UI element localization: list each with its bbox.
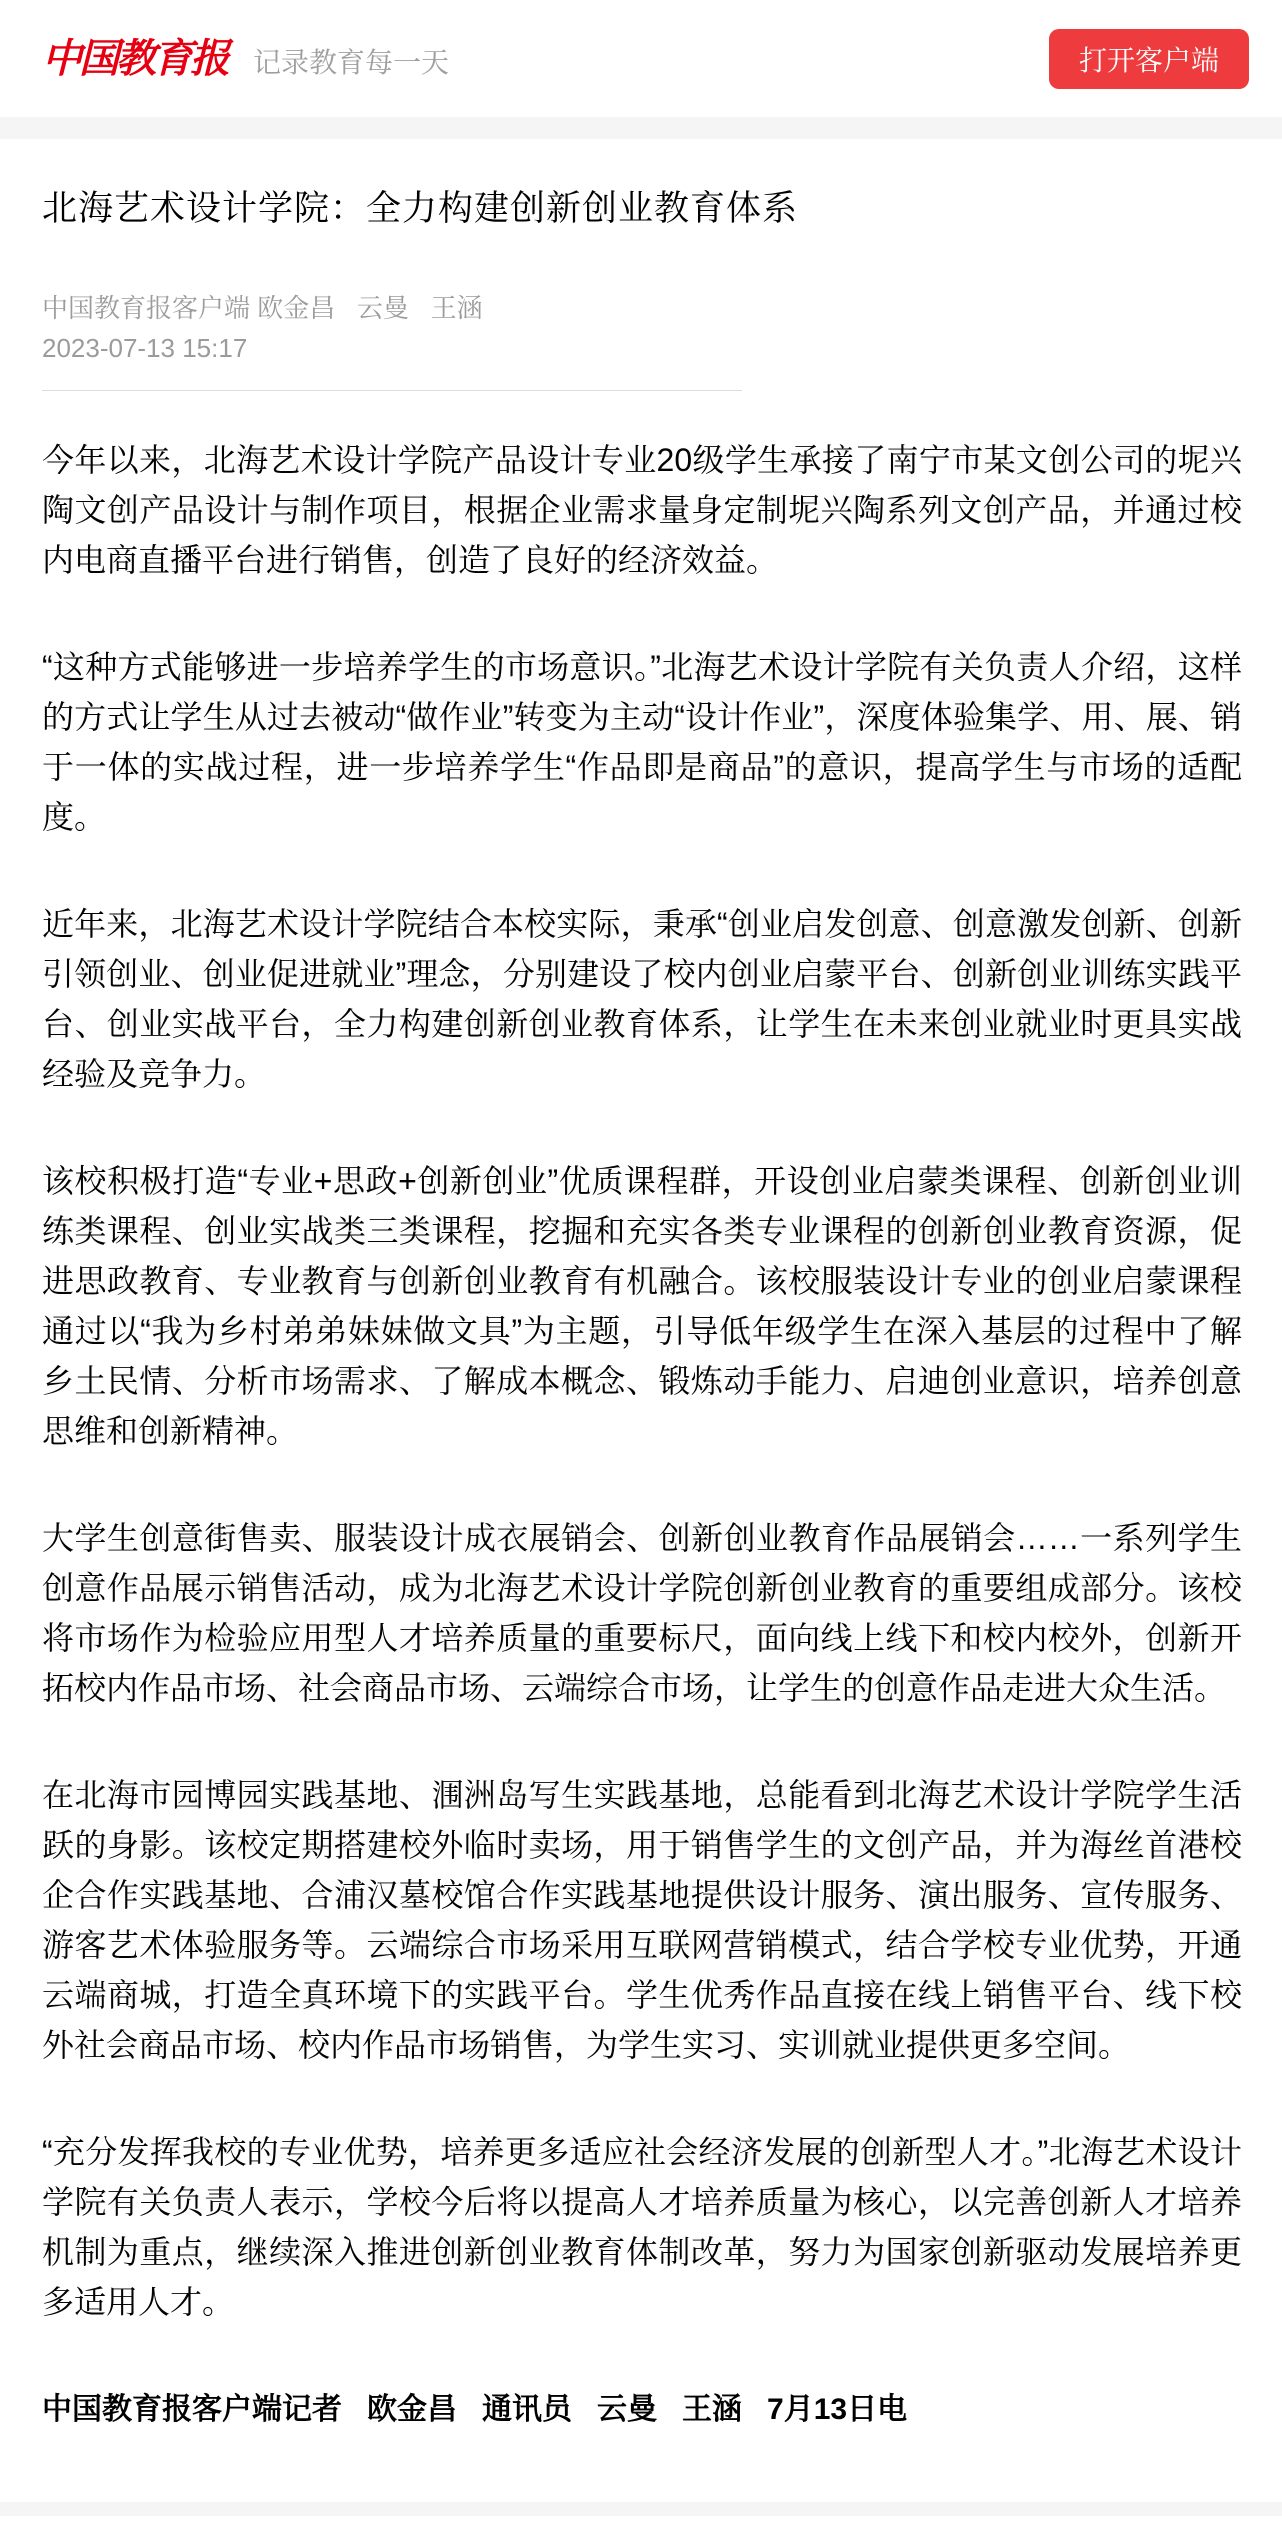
article-paragraph: 今年以来，北海艺术设计学院产品设计专业20级学生承接了南宁市某文创公司的坭兴陶文创产品设计与制作项目，根据企业需求量身定制坭兴陶系列文创产品，并通过校内电商直播平台进行销售，创造了良好的经济效益。: [42, 442, 1242, 579]
open-client-app-button[interactable]: 打开客户端: [1049, 29, 1249, 89]
article-footer-credit: 中国教育报客户端记者 欧金昌 通讯员 云曼 王涵 7月13日电: [42, 2393, 908, 2427]
header-separator-band: [0, 117, 1282, 139]
brand-tagline: 记录教育每一天: [253, 46, 450, 78]
article-paragraph: 近年来，北海艺术设计学院结合本校实际，秉承“创业启发创意、创意激发创新、创新引领创业、创业促进就业”理念，分别建设了校内创业启蒙平台、创新创业训练实践平台、创业实战平台，全力构建创新创业教育体系，让学生在未来创业就业时更具实战经验及竞争力。: [42, 906, 1242, 1093]
header-brand: [42, 29, 449, 89]
page-header: [0, 0, 1282, 117]
article-paragraph: 该校积极打造“专业+思政+创新创业”优质课程群，开设创业启蒙类课程、创新创业训练类课程、创业实战类三类课程，挖掘和充实各类专业课程的创新创业教育资源，促进思政教育、专业教育与创新创业教育有机融合。该校服装设计专业的创业启蒙课程通过以“我为乡村弟弟妹妹做文具”为主题，引导低年级学生在深入基层的过程中了解乡土民情、分析市场需求、了解成本概念、锻炼动手能力、启迪创业意识，培养创意思维和创新精神。: [42, 1163, 1242, 1450]
bottom-separator-band: [0, 2502, 1282, 2516]
byline-divider: [42, 390, 742, 391]
article-paragraph: “充分发挥我校的专业优势，培养更多适应社会经济发展的创新型人才。”北海艺术设计学院有关负责人表示，学校今后将以提高人才培养质量为核心，以完善创新人才培养机制为重点，继续深入推进创新创业教育体制改革，努力为国家创新驱动发展培养更多适用人才。: [42, 2134, 1242, 2321]
article-body: [42, 435, 1242, 2327]
article-paragraph: 在北海市园博园实践基地、涠洲岛写生实践基地，总能看到北海艺术设计学院学生活跃的身影。该校定期搭建校外临时卖场，用于销售学生的文创产品，并为海丝首港校企合作实践基地、合浦汉墓校馆合作实践基地提供设计服务、演出服务、宣传服务、游客艺术体验服务等。云端综合市场采用互联网营销模式，结合学校专业优势，开通云端商城，打造全真环境下的实践平台。学生优秀作品直接在线上销售平台、线下校外社会商品市场、校内作品市场销售，为学生实习、实训就业提供更多空间。: [42, 1777, 1242, 2064]
article-container: [0, 185, 1282, 2428]
article-paragraph: 大学生创意街售卖、服装设计成衣展销会、创新创业教育作品展销会……一系列学生创意作品展示销售活动，成为北海艺术设计学院创新创业教育的重要组成部分。该校将市场作为检验应用型人才培养质量的重要标尺，面向线上线下和校内校外，创新开拓校内作品市场、社会商品市场、云端综合市场，让学生的创意作品走进大众生活。: [42, 1520, 1242, 1707]
article-byline: 中国教育报客户端 欧金昌 云曼 王涵: [42, 293, 483, 324]
china-education-daily-logo[interactable]: 中国教育报: [42, 34, 227, 82]
article-publish-date: 2023-07-13 15:17: [42, 333, 248, 364]
article-paragraph: “这种方式能够进一步培养学生的市场意识。”北海艺术设计学院有关负责人介绍，这样的方式让学生从过去被动“做作业”转变为主动“设计作业”，深度体验集学、用、展、销于一体的实战过程，进一步培养学生“作品即是商品”的意识，提高学生与市场的适配度。: [42, 649, 1242, 836]
article-title: 北海艺术设计学院：全力构建创新创业教育体系: [42, 189, 799, 228]
